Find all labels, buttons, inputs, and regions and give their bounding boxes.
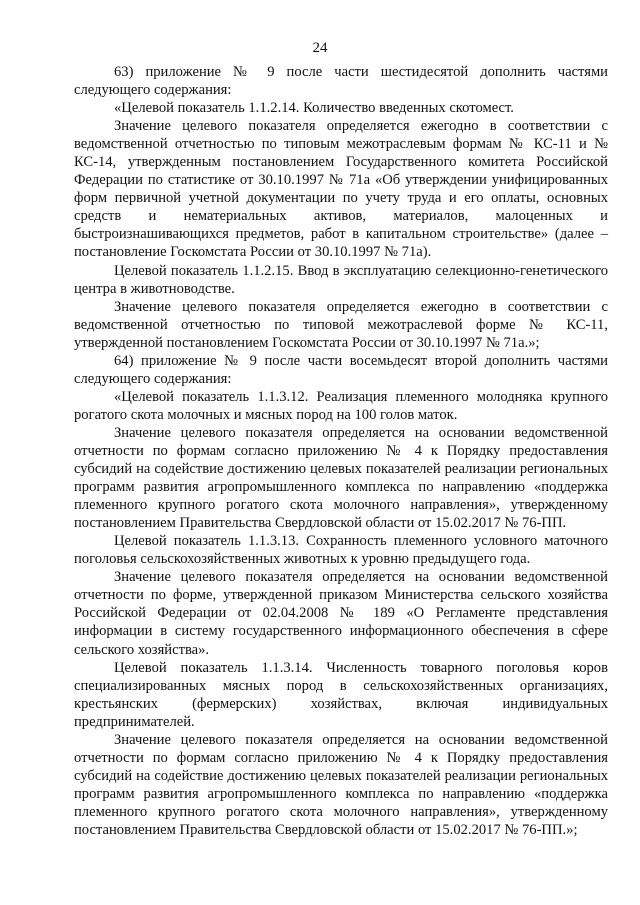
- paragraph-value-1-1-2-14: Значение целевого показателя определяется ежегодно в соответствии с ведомственной отчетностью по типовым межотраслевым формам № КС-11 и № КС-14, утвержденным постановлением Государственного комитета Российской Федерации по статистике от 30.10.1997 № 71а «Об утверждении унифицированных форм первичной учетной документации по учету труда и его оплаты, основных средств и нематериальных активов, материалов, малоценных и быстроизнашивающихся предметов, работ в капитальном строительстве» (далее – постановление Госкомстата России от 30.10.1997 № 71а).: [74, 118, 608, 261]
- paragraph-item-63: 63) приложение № 9 после части шестидесятой дополнить частями следующего содержания:: [74, 64, 608, 99]
- paragraph-value-1-1-2-15: Значение целевого показателя определяется ежегодно в соответствии с ведомственной отчетностью по типовой межотраслевой форме № КС-11, утвержденной постановлением Госкомстата России от 30.10.1997 № 71а.»;: [74, 298, 608, 351]
- paragraph-indicator-1-1-2-15: Целевой показатель 1.1.2.15. Ввод в эксплуатацию селекционно-генетического центра в животноводстве.: [74, 262, 608, 297]
- document-body: [74, 63, 608, 839]
- paragraph-item-64: 64) приложение № 9 после части восемьдесят второй дополнить частями следующего содержания:: [74, 352, 608, 387]
- paragraph-indicator-1-1-3-14: Целевой показатель 1.1.3.14. Численность товарного поголовья коров специализированных мясных пород в сельскохозяйственных организациях, крестьянских (фермерских) хозяйствах, включая индивидуальных предпринимателей.: [74, 659, 608, 730]
- paragraph-value-1-1-3-13: Значение целевого показателя определяется на основании ведомственной отчетности по форме, утвержденной приказом Министерства сельского хозяйства Российской Федерации от 02.04.2008 № 189 «О Регламенте представления информации в систему государственного информационного обеспечения в сфере сельского хозяйства».: [74, 569, 608, 658]
- paragraph-value-1-1-3-14: Значение целевого показателя определяется на основании ведомственной отчетности по формам согласно приложению № 4 к Порядку предоставления субсидий на содействие достижению целевых показателей реализации региональных программ развития агропромышленного комплекса по направлению «поддержка племенного крупного рогатого скота молочного направления», утвержденному постановлением Правительства Свердловской области от 15.02.2017 № 76-ПП.»;: [74, 731, 608, 838]
- paragraph-indicator-1-1-2-14: «Целевой показатель 1.1.2.14. Количество введенных скотомест.: [114, 100, 514, 117]
- paragraph-indicator-1-1-3-12: «Целевой показатель 1.1.3.12. Реализация племенного молодняка крупного рогатого скота молочных и мясных пород на 100 голов маток.: [74, 388, 608, 423]
- paragraph-indicator-1-1-3-13: Целевой показатель 1.1.3.13. Сохранность племенного условного маточного поголовья сельскохозяйственных животных к уровню предыдущего года.: [74, 533, 608, 568]
- page-number: 24: [312, 40, 328, 56]
- paragraph-value-1-1-3-12: Значение целевого показателя определяется на основании ведомственной отчетности по формам согласно приложению № 4 к Порядку предоставления субсидий на содействие достижению целевых показателей реализации региональных программ развития агропромышленного комплекса по направлению «поддержка племенного крупного рогатого скота молочного направления», утвержденному постановлением Правительства Свердловской области от 15.02.2017 № 76-ПП.: [74, 424, 608, 532]
